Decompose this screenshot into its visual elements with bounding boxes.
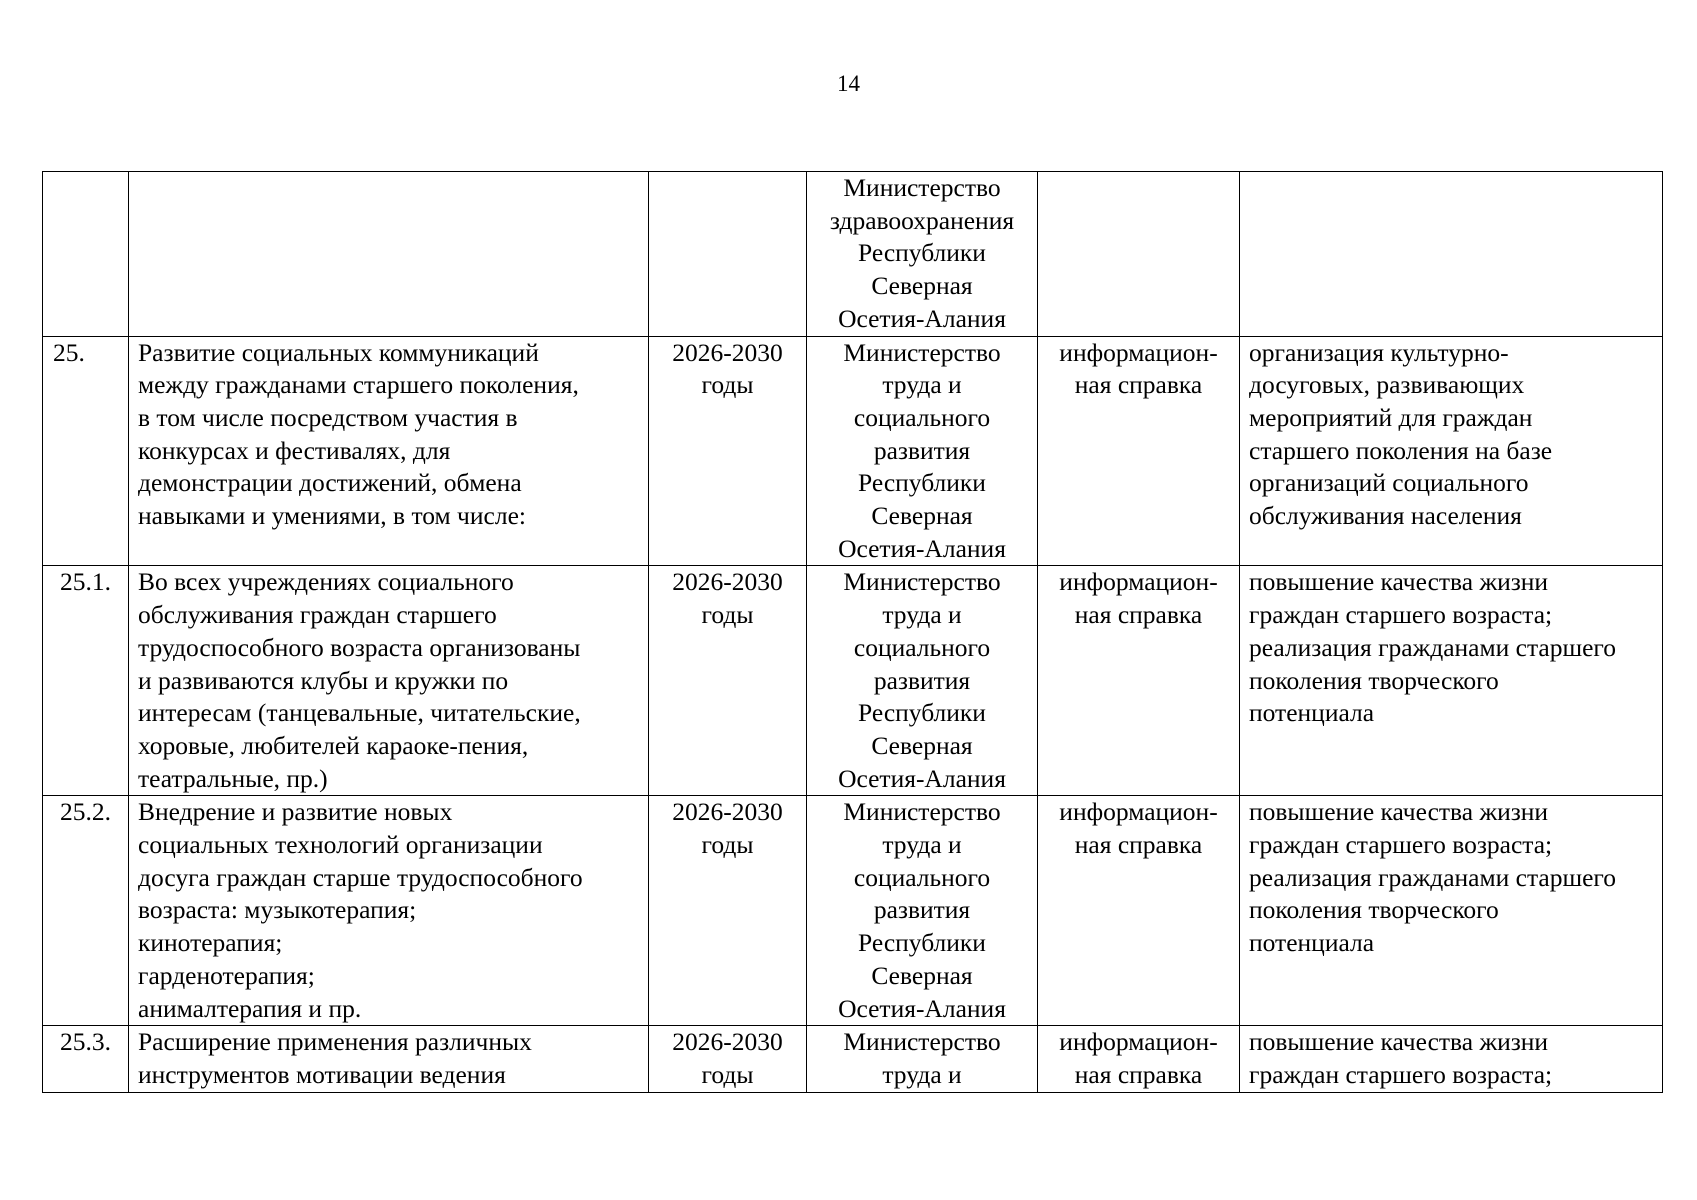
cell-result: организация культурно- досуговых, развивающих мероприятий для граждан старшего поколения на базе организаций социального обслуживания населения [1240,336,1663,566]
cell-measure: Внедрение и развитие новых социальных технологий организации досуга граждан старше трудоспособного возраста: музыкотерапия; кинотерапия; гарденотерапия; анималтерапия и пр. [129,796,649,1026]
cell-responsible: Министерство труда и социального развития Республики Северная Осетия-Алания [807,566,1038,796]
cell-document: информацион- ная справка [1038,336,1240,566]
table-row [43,566,1663,796]
cell-period: 2026-2030 годы [649,566,807,796]
cell-measure: Развитие социальных коммуникаций между гражданами старшего поколения, в том числе посредством участия в конкурсах и фестивалях, для демонстрации достижений, обмена навыками и умениями, в том числе: [129,336,649,566]
cell-result: повышение качества жизни граждан старшего возраста; [1240,1026,1663,1092]
cell-document: информацион- ная справка [1038,1026,1240,1092]
cell-period: 2026-2030 годы [649,336,807,566]
cell-num: 25. [43,336,129,566]
table-row [43,336,1663,566]
cell-responsible: Министерство здравоохранения Республики Северная Осетия-Алания [807,172,1038,337]
measures-table [42,171,1663,1093]
page-number: 14 [837,71,860,96]
cell-responsible: Министерство труда и социального развития Республики Северная Осетия-Алания [807,796,1038,1026]
cell-document [1038,172,1240,337]
table-row [43,796,1663,1026]
cell-num: 25.2. [43,796,129,1026]
cell-period: 2026-2030 годы [649,1026,807,1092]
table-row-continuation [43,172,1663,337]
cell-result [1240,172,1663,337]
cell-measure [129,172,649,337]
cell-num [43,172,129,337]
cell-period: 2026-2030 годы [649,796,807,1026]
cell-measure: Расширение применения различных инструментов мотивации ведения [129,1026,649,1092]
cell-document: информацион- ная справка [1038,796,1240,1026]
cell-responsible: Министерство труда и [807,1026,1038,1092]
table-row [43,1026,1663,1092]
cell-measure: Во всех учреждениях социального обслуживания граждан старшего трудоспособного возраста организованы и развиваются клубы и кружки по интересам (танцевальные, читательские, хоровые, любителей караоке-пения, театральные, пр.) [129,566,649,796]
cell-period [649,172,807,337]
cell-num: 25.3. [43,1026,129,1092]
cell-result: повышение качества жизни граждан старшего возраста; реализация гражданами старшего поколения творческого потенциала [1240,796,1663,1026]
cell-document: информацион- ная справка [1038,566,1240,796]
cell-num: 25.1. [43,566,129,796]
cell-responsible: Министерство труда и социального развития Республики Северная Осетия-Алания [807,336,1038,566]
cell-result: повышение качества жизни граждан старшего возраста; реализация гражданами старшего поколения творческого потенциала [1240,566,1663,796]
